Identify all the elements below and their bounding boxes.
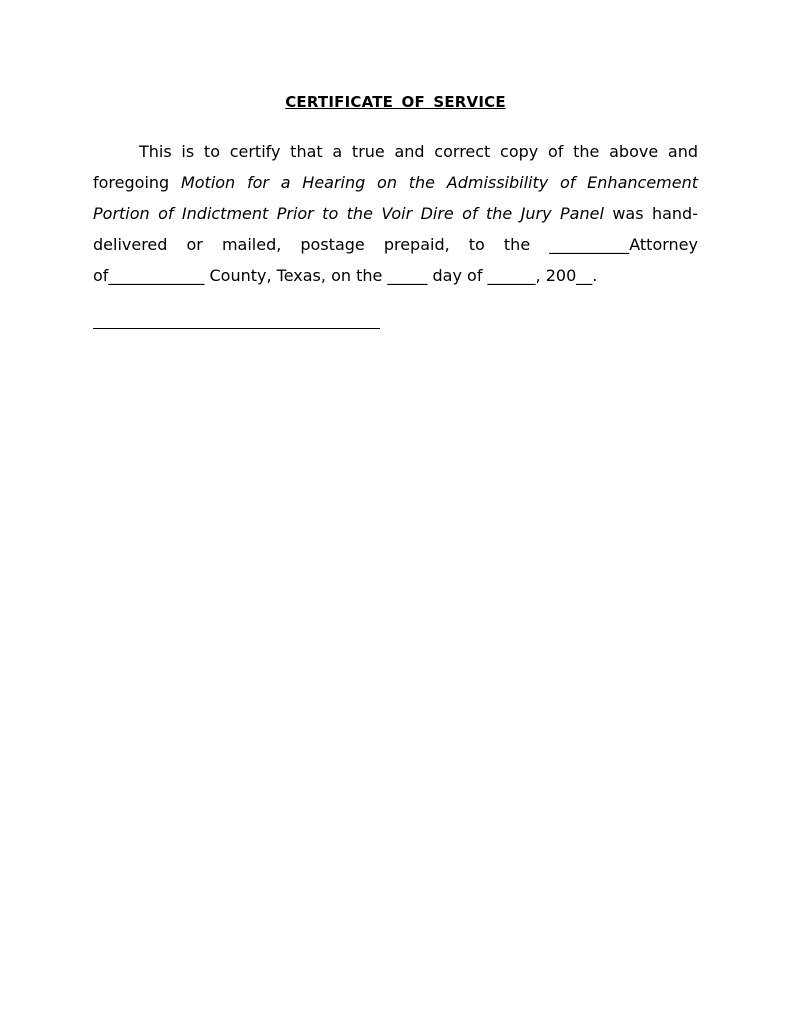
paragraph-text-end: was hand-delivered or mailed, postage prepaid, to the __________Attorney of____________ County, Texas, on the _____ day of ______, 200__. (93, 204, 698, 285)
motion-title-italic: Motion for a Hearing on the Admissibility of Enhancement Portion of Indictment Prior to the Voir Dire of the Jury Panel (93, 173, 699, 223)
paragraph-text-start: This is to certify that a true and correct copy of the above and foregoing (93, 142, 698, 192)
certificate-title: CERTIFICATE OF SERVICE (285, 93, 506, 111)
certificate-paragraph (93, 136, 698, 291)
signature-line (93, 328, 380, 329)
